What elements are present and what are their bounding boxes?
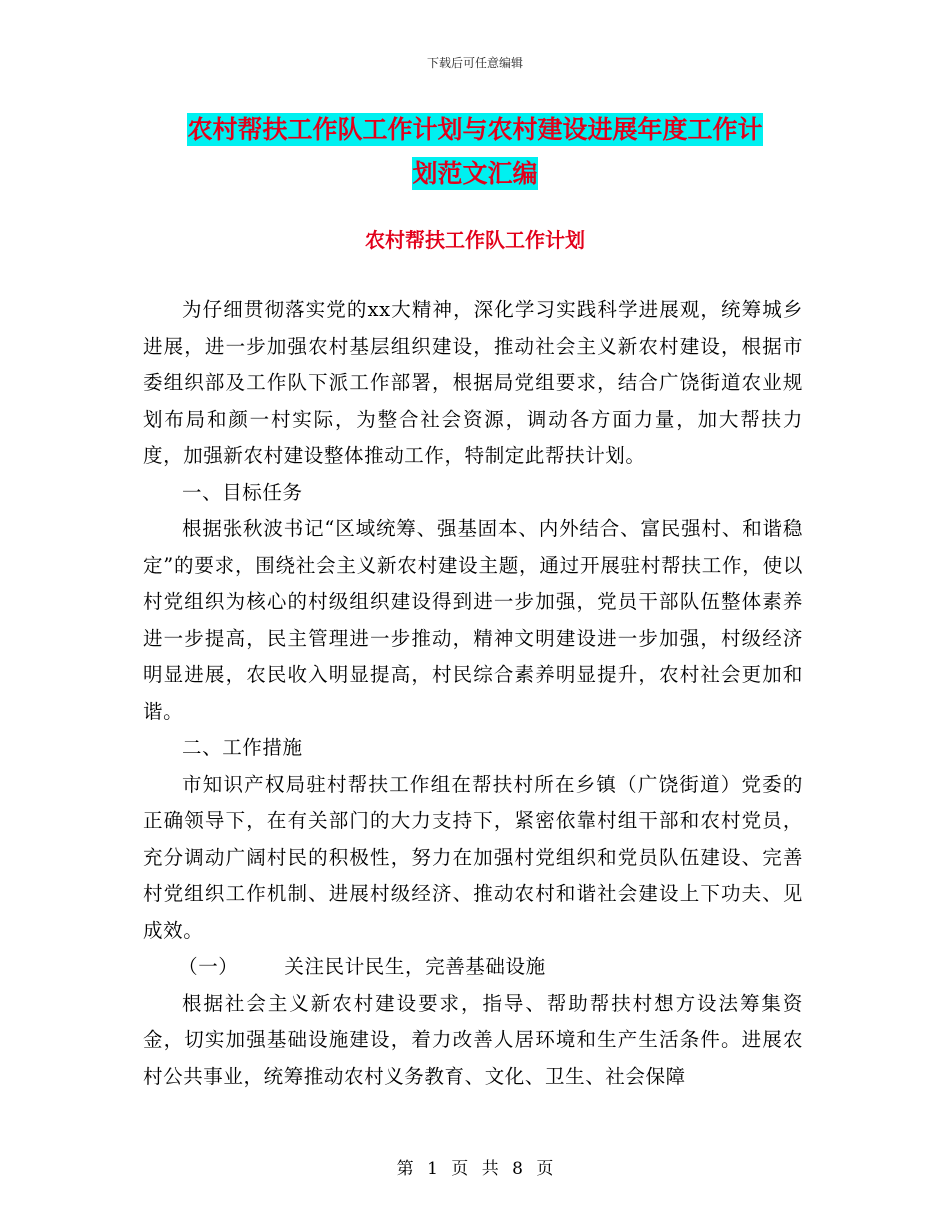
section-title: 农村帮扶工作队工作计划 <box>365 228 585 252</box>
body-paragraph: 根据社会主义新农村建设要求，指导、帮助帮扶村想方设法筹集资金，切实加强基础设施建设，着力改善人居环境和生产生活条件。进展农村公共事业，统筹推动农村义务教育、文化、卫生、社会保障 <box>143 991 803 1088</box>
section-heading: 二、工作措施 <box>182 736 303 759</box>
subsection-number: （一） <box>178 955 239 978</box>
document-title <box>140 108 810 196</box>
header-note: 下载后可任意编辑 <box>426 56 523 70</box>
document-title-line-2: 划范文汇编 <box>412 159 538 188</box>
body-paragraph: 根据张秋波书记“区域统筹、强基固本、内外结合、富民强村、和谐稳定”的要求，围绕社会主义新农村建设主题，通过开展驻村帮扶工作，使以村党组织为核心的村级组织建设得到进一步加强，党员干部队伍整体素养进一步提高，民主管理进一步推动，精神文明建设进一步加强，村级经济明显进展，农民收入明显提高，村民综合素养明显提升，农村社会更加和谐。 <box>143 517 803 723</box>
body-paragraph: 为仔细贯彻落实党的xx大精神，深化学习实践科学进展观，统筹城乡进展，进一步加强农村基层组织建设，推动社会主义新农村建设，根据市委组织部及工作队下派工作部署，根据局党组要求，结合广饶街道农业规划布局和颜一村实际，为整合社会资源，调动各方面力量，加大帮扶力度，加强新农村建设整体推动工作，特制定此帮扶计划。 <box>143 298 803 467</box>
subsection-title: 关注民计民生，完善基础设施 <box>284 955 546 978</box>
document-title-line-1: 农村帮扶工作队工作计划与农村建设进展年度工作计 <box>187 115 763 144</box>
section-heading: 一、目标任务 <box>182 480 303 504</box>
page-indicator: 第 1 页 共 8 页 <box>396 1159 554 1179</box>
subsection-heading <box>143 949 803 986</box>
body-paragraph: 市知识产权局驻村帮扶工作组在帮扶村所在乡镇（广饶街道）党委的正确领导下，在有关部门的大力支持下，紧密依靠村组干部和农村党员，充分调动广阔村民的积极性，努力在加强村党组织和党员队伍建设、完善村党组织工作机制、进展村级经济、推动农村和谐社会建设上下功夫、见成效。 <box>143 772 803 942</box>
document-body <box>143 292 803 1095</box>
